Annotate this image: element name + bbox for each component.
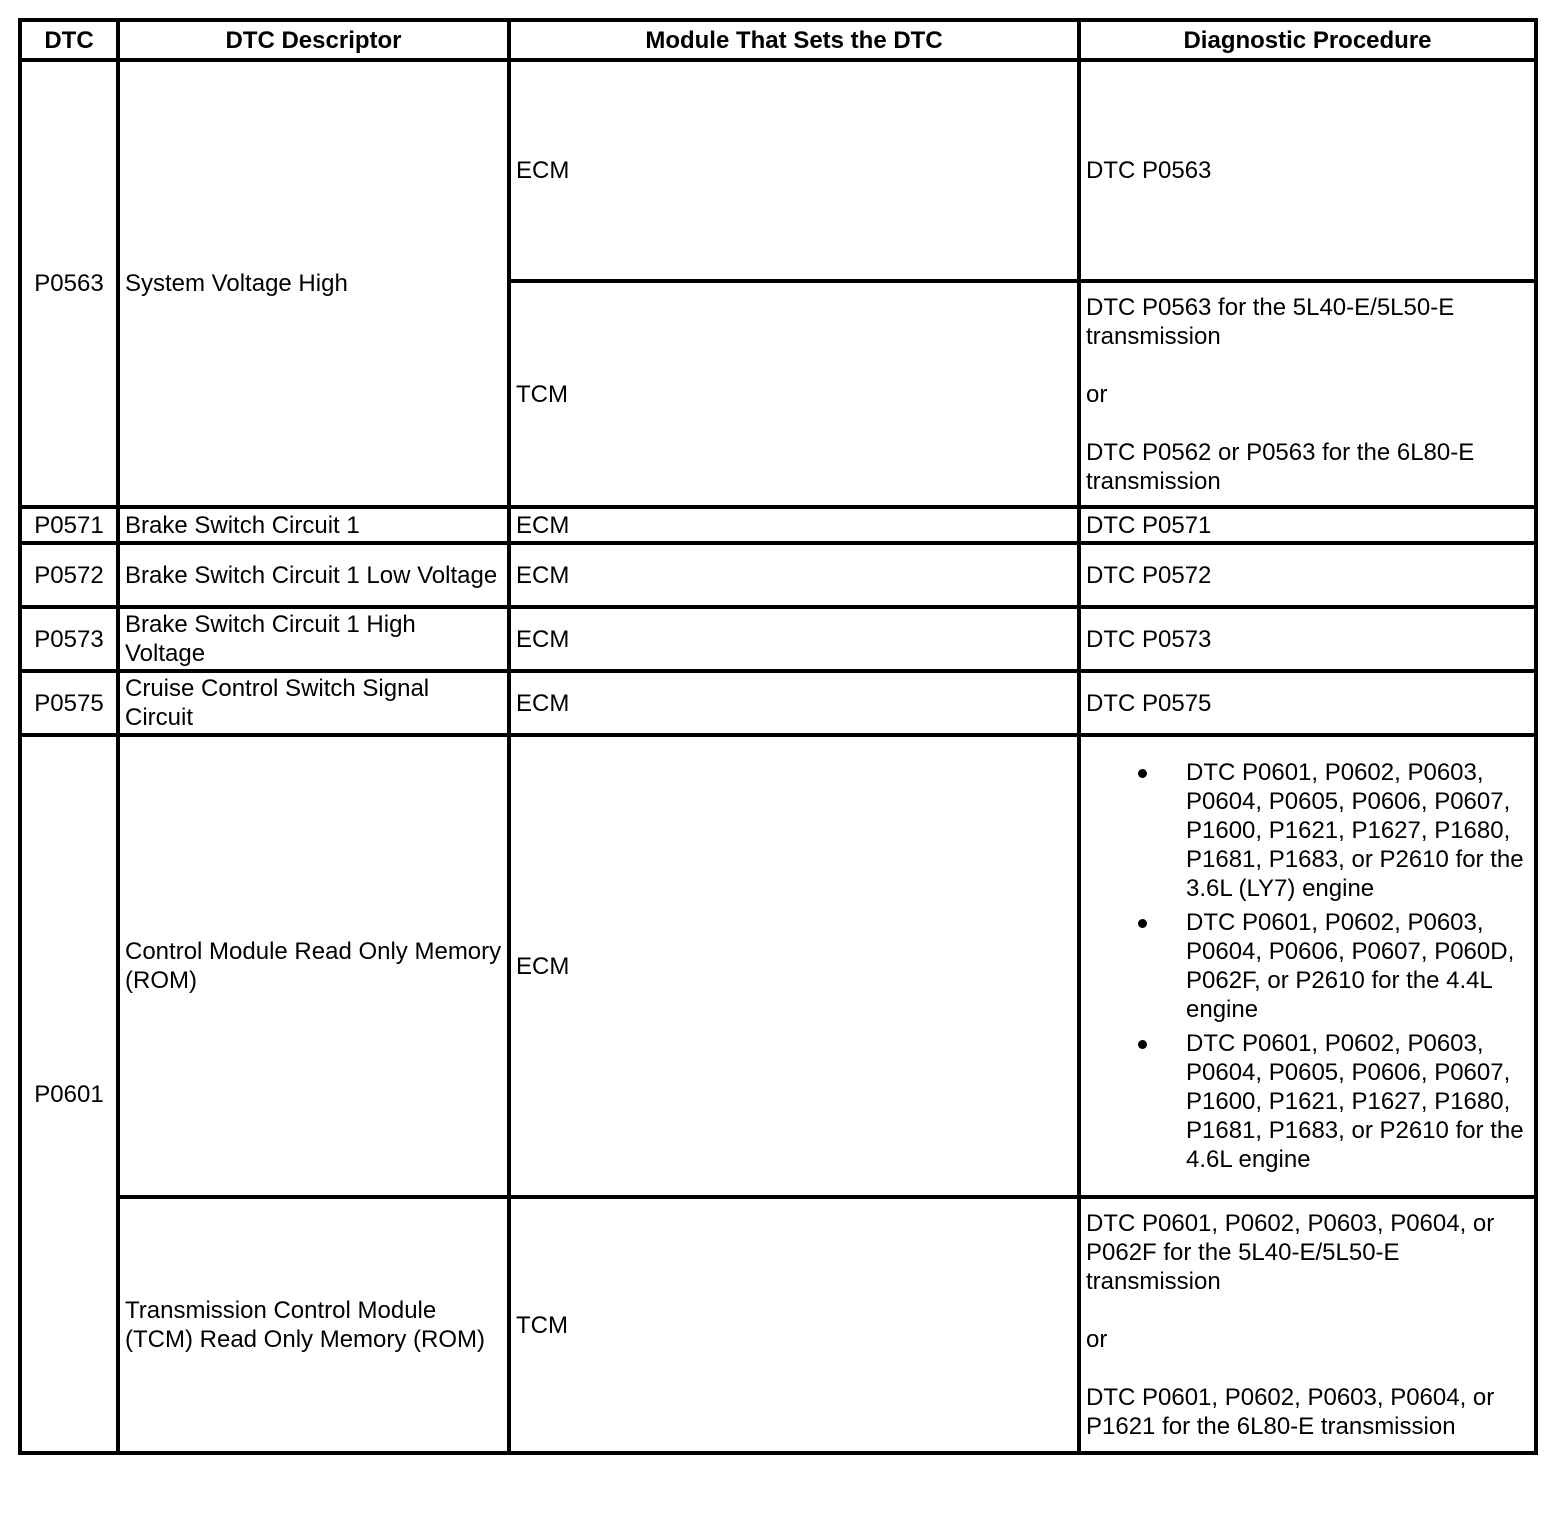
dtc-table: [18, 18, 1538, 1455]
dtc-code-cell: P0601: [20, 735, 118, 1453]
procedure-cell: DTC P0563: [1079, 60, 1536, 281]
procedure-cell: [1079, 1197, 1536, 1453]
header-procedure: Diagnostic Procedure: [1079, 20, 1536, 60]
table-row-p0572: [20, 543, 1536, 607]
procedure-bullet-list: [1086, 758, 1529, 1174]
dtc-code-cell: P0571: [20, 507, 118, 543]
table-row-p0573: [20, 607, 1536, 671]
procedure-text: DTC P0563 for the 5L40-E/5L50-E transmission: [1086, 293, 1455, 350]
procedure-text: DTC P0562 or P0563 for the 6L80-E transmission: [1086, 438, 1475, 495]
bullet-item: [1086, 908, 1529, 1024]
dtc-code-cell: P0573: [20, 607, 118, 671]
bullet-text: DTC P0601, P0602, P0603, P0604, P0605, P0606, P0607, P1600, P1621, P1627, P1680, P1681, P1683, or P2610 for the 4.6L engine: [1186, 1030, 1524, 1173]
bullet-text: DTC P0601, P0602, P0603, P0604, P0606, P0607, P060D, P062F, or P2610 for the 4.4L engine: [1186, 909, 1515, 1023]
bullet-item: [1086, 758, 1529, 903]
dtc-code-cell: P0563: [20, 60, 118, 507]
dtc-descriptor-cell: Transmission Control Module (TCM) Read Only Memory (ROM): [118, 1197, 509, 1453]
table-row-p0601-tcm: [20, 1197, 1536, 1453]
procedure-cell: [1079, 281, 1536, 507]
procedure-cell: [1079, 735, 1536, 1197]
procedure-text: DTC P0601, P0602, P0603, P0604, or P1621 for the 6L80-E transmission: [1086, 1384, 1495, 1440]
module-cell: TCM: [509, 281, 1079, 507]
dtc-descriptor-cell: Brake Switch Circuit 1 High Voltage: [118, 607, 509, 671]
procedure-cell: DTC P0571: [1079, 507, 1536, 543]
bullet-text: DTC P0601, P0602, P0603, P0604, P0605, P0606, P0607, P1600, P1621, P1627, P1680, P1681, P1683, or P2610 for the 3.6L (LY7) engine: [1186, 759, 1524, 902]
bullet-item: [1086, 1029, 1529, 1174]
module-cell: ECM: [509, 507, 1079, 543]
module-cell: ECM: [509, 735, 1079, 1197]
module-cell: ECM: [509, 60, 1079, 281]
dtc-code-cell: P0572: [20, 543, 118, 607]
table-row-p0575: [20, 671, 1536, 735]
procedure-text: DTC P0601, P0602, P0603, P0604, or P062F for the 5L40-E/5L50-E transmission: [1086, 1210, 1495, 1295]
module-cell: ECM: [509, 543, 1079, 607]
table-row-p0571: [20, 507, 1536, 543]
procedure-cell: DTC P0572: [1079, 543, 1536, 607]
module-cell: ECM: [509, 671, 1079, 735]
header-descriptor: DTC Descriptor: [118, 20, 509, 60]
dtc-descriptor-cell: Cruise Control Switch Signal Circuit: [118, 671, 509, 735]
module-cell: ECM: [509, 607, 1079, 671]
table-row-p0601-ecm: [20, 735, 1536, 1197]
dtc-descriptor-cell: Brake Switch Circuit 1: [118, 507, 509, 543]
header-module: Module That Sets the DTC: [509, 20, 1079, 60]
procedure-or: or: [1086, 380, 1108, 408]
module-cell: TCM: [509, 1197, 1079, 1453]
bullet-icon: [1138, 769, 1147, 778]
procedure-or: or: [1086, 1326, 1108, 1353]
header-row: [20, 20, 1536, 60]
bullet-icon: [1138, 1040, 1147, 1049]
dtc-descriptor-cell: Control Module Read Only Memory (ROM): [118, 735, 509, 1197]
procedure-cell: DTC P0573: [1079, 607, 1536, 671]
header-dtc: DTC: [20, 20, 118, 60]
bullet-icon: [1138, 919, 1147, 928]
table-row-p0563-ecm: [20, 60, 1536, 281]
dtc-descriptor-cell: System Voltage High: [118, 60, 509, 507]
procedure-cell: DTC P0575: [1079, 671, 1536, 735]
dtc-descriptor-cell: Brake Switch Circuit 1 Low Voltage: [118, 543, 509, 607]
dtc-code-cell: P0575: [20, 671, 118, 735]
